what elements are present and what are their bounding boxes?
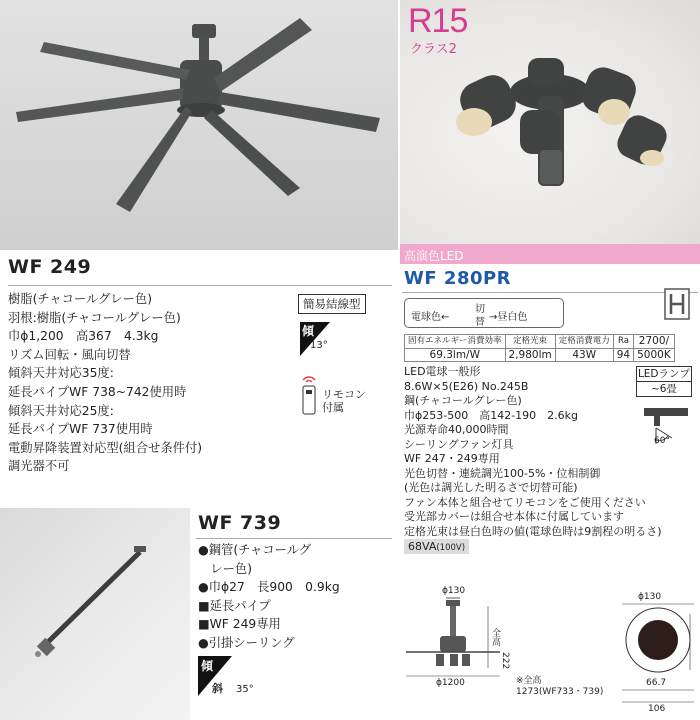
fan-spec-line: リズム回転・風向切替 (8, 347, 131, 362)
pipe-spec-list (198, 541, 340, 653)
remote-label (322, 388, 366, 414)
table-cell: 94 (613, 348, 633, 362)
class-label: クラス2 (410, 42, 457, 57)
fan-spec-line: 延長パイプWF 737使用時 (8, 422, 153, 437)
light-spec-line: 光色切替・連続調光100-5%・位相制御 (404, 466, 601, 480)
fan-spec-line: 傾斜天井対応25度: (8, 403, 114, 418)
ceiling-fan-photo (0, 0, 398, 250)
fan-spec-line: 傾斜天井対応35度: (8, 366, 114, 381)
tilt-badge (300, 322, 330, 356)
light-spec-line: ファン本体と組合せてリモコンをご使用ください (404, 495, 646, 509)
light-spec-line: WF 247・249専用 (404, 452, 500, 465)
remote-label-line1: リモコン (322, 388, 366, 401)
plan-dim-a: 66.7 (646, 678, 667, 688)
pipe-model-title: WF 739 (198, 512, 282, 534)
total-height-note (516, 676, 603, 698)
divider (8, 285, 392, 286)
pipe-spec-line: ●鋼管(チャコールグ (198, 543, 312, 557)
light-spec-line: (光色は調光した明るさで切替可能) (404, 481, 578, 494)
dimming-warm: 電球色← (411, 312, 450, 323)
note-value: 1273(WF733・739) (516, 687, 604, 697)
performance-table (404, 334, 675, 362)
high-color-led-banner: 高演色LED (400, 244, 700, 264)
divider (402, 292, 698, 293)
light-spec-line: 鋼(チャコールグレー色) (404, 394, 522, 407)
fan-model-title: WF 249 (8, 256, 92, 278)
light-spec-line: LED電球一般形 (404, 365, 481, 378)
light-spec-line: 巾ϕ253-500 高142-190 2.6kg (404, 408, 579, 422)
dimming-switch-top: 切 (475, 304, 485, 315)
table-cell: 69.3lm/W (405, 348, 506, 362)
light-spec-line: シーリングファン灯具 (404, 437, 514, 451)
beam-angle-icon (626, 404, 696, 448)
dimming-daylight: →昼白色 (489, 312, 528, 323)
table-cell: 2,980lm (505, 348, 555, 362)
pipe-spec-line: ■延長パイプ (198, 598, 271, 613)
table-cell: 5000K (634, 348, 675, 362)
lamp-label: LEDランプ (637, 368, 691, 380)
pipe-spec-line: ●引掛シーリング (198, 635, 295, 650)
light-model-title: WF 280PR (404, 268, 512, 289)
table-cell: 定格消費電力 (555, 335, 613, 349)
fan-spec-line: 延長パイプWF 738~742使用時 (8, 384, 187, 399)
dim-total-label: 全高 (490, 628, 500, 646)
note-label: ※全高 (516, 676, 542, 686)
dimming-switch-badge (404, 298, 564, 328)
dim-height: 222 (500, 652, 510, 670)
table-row (405, 348, 675, 362)
beam-angle-label: 60° (654, 436, 670, 446)
tilt-angle: 13° (310, 340, 328, 351)
lamp-room: ~6畳 (637, 381, 691, 396)
remote-label-line2: 付属 (322, 401, 344, 414)
light-spec-line: 定格光束は昼白色時の値(電球色時は9割程の明るさ) (404, 524, 662, 538)
elevation-drawing (396, 582, 604, 718)
plan-drawing (608, 590, 698, 718)
fan-spec-line: 調光器不可 (8, 459, 70, 474)
light-spec-line: 受光部カバーは組合せ本体に付属しています (404, 510, 624, 523)
pipe-spec-line: ■WF 249専用 (198, 617, 281, 632)
divider (196, 538, 392, 539)
va-note: (100V) (436, 543, 466, 553)
lamp-room-badge (636, 366, 692, 397)
fan-spec-line: 羽根:樹脂(チャコールグレー色) (8, 310, 181, 325)
light-kit-photo (400, 0, 700, 244)
pipe-tilt-badge (198, 656, 232, 696)
fan-spec-line: 巾ϕ1,200 高367 4.3kg (8, 329, 159, 344)
va-badge (404, 539, 469, 554)
fan-spec-list (8, 290, 202, 476)
light-spec-line: 光源寿命40,000時間 (404, 423, 509, 436)
dim-width: ϕ1200 (436, 678, 465, 688)
r15-label: R15 (408, 2, 468, 40)
fan-spec-line: 樹脂(チャコールグレー色) (8, 292, 153, 306)
light-kit-illustration (400, 0, 700, 244)
pipe-tilt-angle: 35° (236, 684, 254, 695)
dimming-switch-mid: 替 (475, 317, 485, 328)
pipe-spec-line: ●巾ϕ27 長900 0.9kg (198, 580, 340, 595)
plan-dim-b: 106 (648, 704, 666, 714)
tilt-label: 傾 (302, 324, 315, 338)
extension-pipe-illustration (0, 508, 190, 720)
extension-pipe-photo (0, 508, 190, 720)
va-value: 68VA (408, 540, 437, 553)
ceiling-fan-illustration (0, 0, 398, 250)
fan-spec-line: 電動昇降装置対応型(組合せ条件付) (8, 440, 203, 455)
light-spec-line: 8.6W×5(E26) No.245B (404, 379, 529, 393)
h-mark-icon (664, 288, 690, 320)
table-cell: 2700/ (634, 335, 675, 349)
table-cell: 定格光束 (505, 335, 555, 349)
pipe-tilt-sub: 斜 (212, 682, 223, 695)
table-row (405, 335, 675, 349)
plan-dia: ϕ130 (638, 592, 662, 602)
light-spec-list (404, 365, 662, 539)
install-type-badge: 簡易結線型 (298, 294, 366, 314)
remote-icon (298, 372, 320, 416)
pipe-tilt-label: 傾 (201, 659, 214, 673)
table-cell: 43W (555, 348, 613, 362)
table-cell: 固有エネルギー消費効率 (405, 335, 506, 349)
dim-top: ϕ130 (442, 586, 466, 596)
pipe-spec-line: レー色) (198, 561, 252, 576)
table-cell: Ra (613, 335, 633, 349)
